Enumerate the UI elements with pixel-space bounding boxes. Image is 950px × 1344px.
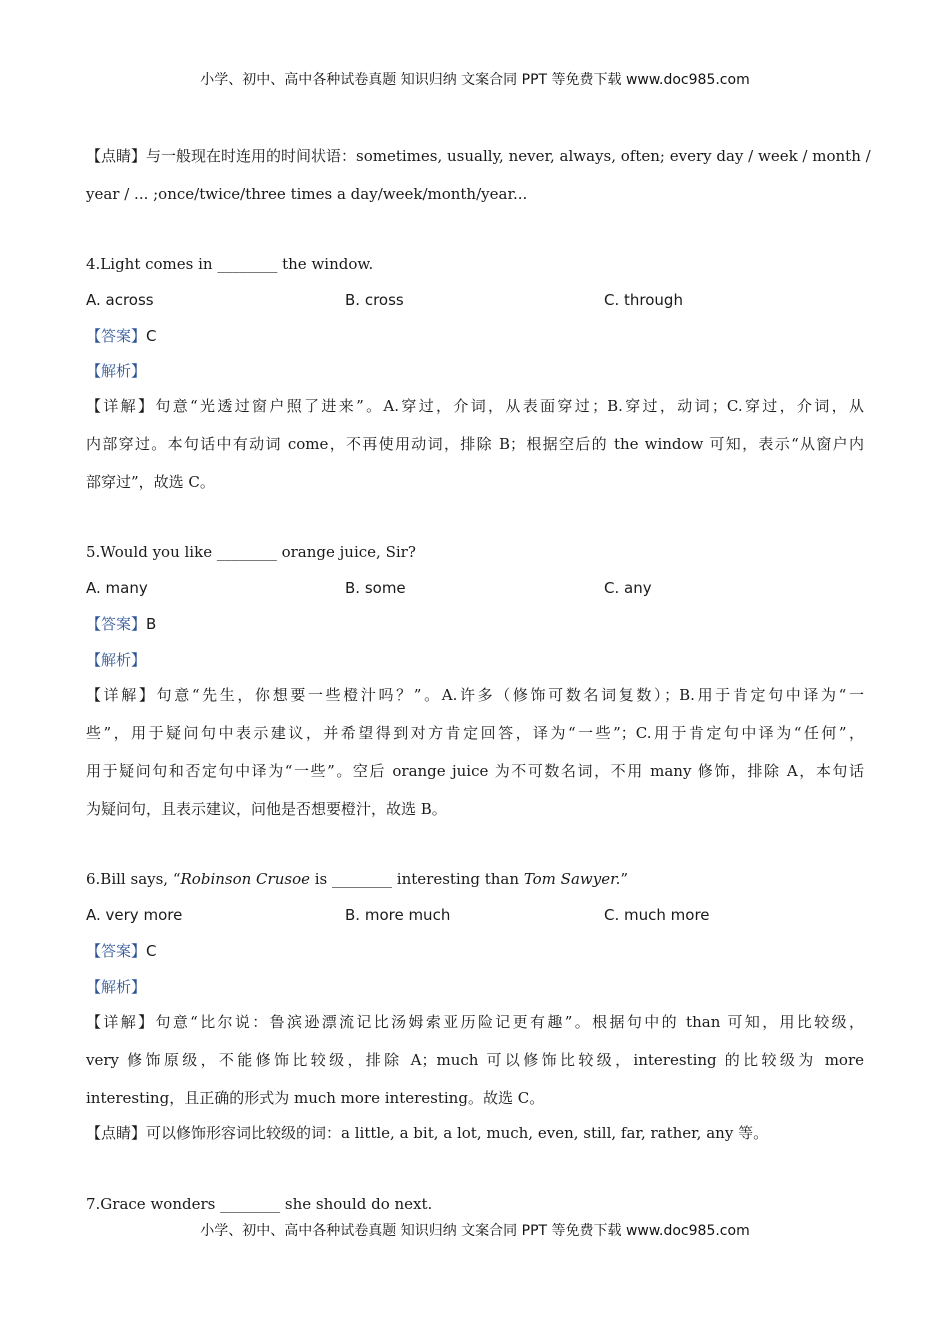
page-footer: 小学、初中、高中各种试卷真题 知识归纳 文案合同 PPT 等免费下载 www.doc985.com (200, 1223, 750, 1239)
q6-tip: 【点睛】可以修饰形容词比较级的词：a little, a bit, a lot, much, even, still, far, rather, any 等。 (86, 1124, 769, 1142)
book-title-robinson-crusoe: Robinson Crusoe (180, 870, 310, 888)
q4-option-c: C. through (604, 291, 683, 309)
q5-option-b: B. some (345, 579, 406, 597)
answer-label: 【答案】 (86, 327, 147, 345)
tip-label: 【点睛】 (86, 147, 147, 165)
q6-detail-line-1: 【详解】句意“比尔说：鲁滨逊漂流记比汤姆索亚历险记更有趣”。根据句中的 than 可知，用比较级， (86, 1013, 864, 1031)
q6-option-a: A. very more (86, 906, 183, 924)
book-title-tom-sawyer: Tom Sawyer. (523, 870, 621, 888)
question-6: 6.Bill says, “Robinson Crusoe is ________ interesting than Tom Sawyer.” (86, 870, 629, 888)
answer-value: C (146, 942, 157, 960)
q4-option-b: B. cross (345, 291, 404, 309)
q4-detail-line-3: 部穿过”，故选 C。 (86, 473, 215, 491)
q5-detail-line-2: 些”，用于疑问句中表示建议，并希望得到对方肯定回答，译为“一些”；C.用于肯定句中译为“任何”， (86, 724, 864, 742)
q4-detail-line-1: 【详解】句意“光透过窗户照了进来”。A.穿过，介词，从表面穿过；B.穿过，动词；C.穿过，介词，从 (86, 397, 864, 415)
question-5: 5.Would you like ________ orange juice, Sir? (86, 543, 416, 561)
q5-option-a: A. many (86, 579, 148, 597)
page-header: 小学、初中、高中各种试卷真题 知识归纳 文案合同 PPT 等免费下载 www.doc985.com (200, 72, 750, 88)
detail-label: 【详解】 (86, 1013, 156, 1031)
detail-label: 【详解】 (86, 397, 156, 415)
q5-answer (86, 614, 156, 634)
question-4: 4.Light comes in ________ the window. (86, 255, 374, 273)
q5-analysis-label: 【解析】 (86, 651, 147, 669)
q6-option-b: B. more much (345, 906, 451, 924)
q6-option-c: C. much more (604, 906, 710, 924)
q6-detail-line-3: interesting，且正确的形式为 much more interesting。故选 C。 (86, 1089, 545, 1107)
tip-line-1: 【点睛】与一般现在时连用的时间状语：sometimes, usually, never, always, often; every day / week / month / (86, 147, 871, 165)
detail-label: 【详解】 (86, 686, 157, 704)
q5-detail-line-4: 为疑问句，且表示建议，问他是否想要橙汁，故选 B。 (86, 800, 447, 818)
tip-label: 【点睛】 (86, 1124, 147, 1142)
q6-answer (86, 941, 157, 961)
q5-detail-line-3: 用于疑问句和否定句中译为“一些”。空后 orange juice 为不可数名词，不用 many 修饰，排除 A，本句话 (86, 762, 864, 780)
q5-detail-line-1: 【详解】句意“先生，你想要一些橙汁吗？”。A.许多（修饰可数名词复数）；B.用于肯定句中译为“一 (86, 686, 864, 704)
answer-label: 【答案】 (86, 615, 147, 633)
q6-detail-line-2: very 修饰原级，不能修饰比较级，排除 A；much 可以修饰比较级，interesting 的比较级为 more (86, 1051, 864, 1069)
answer-label: 【答案】 (86, 942, 147, 960)
q4-detail-line-2: 内部穿过。本句话中有动词 come，不再使用动词，排除 B；根据空后的 the window 可知，表示“从窗户内 (86, 435, 864, 453)
q6-analysis-label: 【解析】 (86, 978, 147, 996)
q4-option-a: A. across (86, 291, 154, 309)
q5-option-c: C. any (604, 579, 652, 597)
question-7: 7.Grace wonders ________ she should do next. (86, 1195, 433, 1213)
q4-answer (86, 326, 157, 346)
tip-line-2: year / ... ;once/twice/three times a day/week/month/year... (86, 185, 528, 203)
answer-value: C (146, 327, 157, 345)
answer-value: B (146, 615, 157, 633)
q4-analysis-label: 【解析】 (86, 362, 147, 380)
